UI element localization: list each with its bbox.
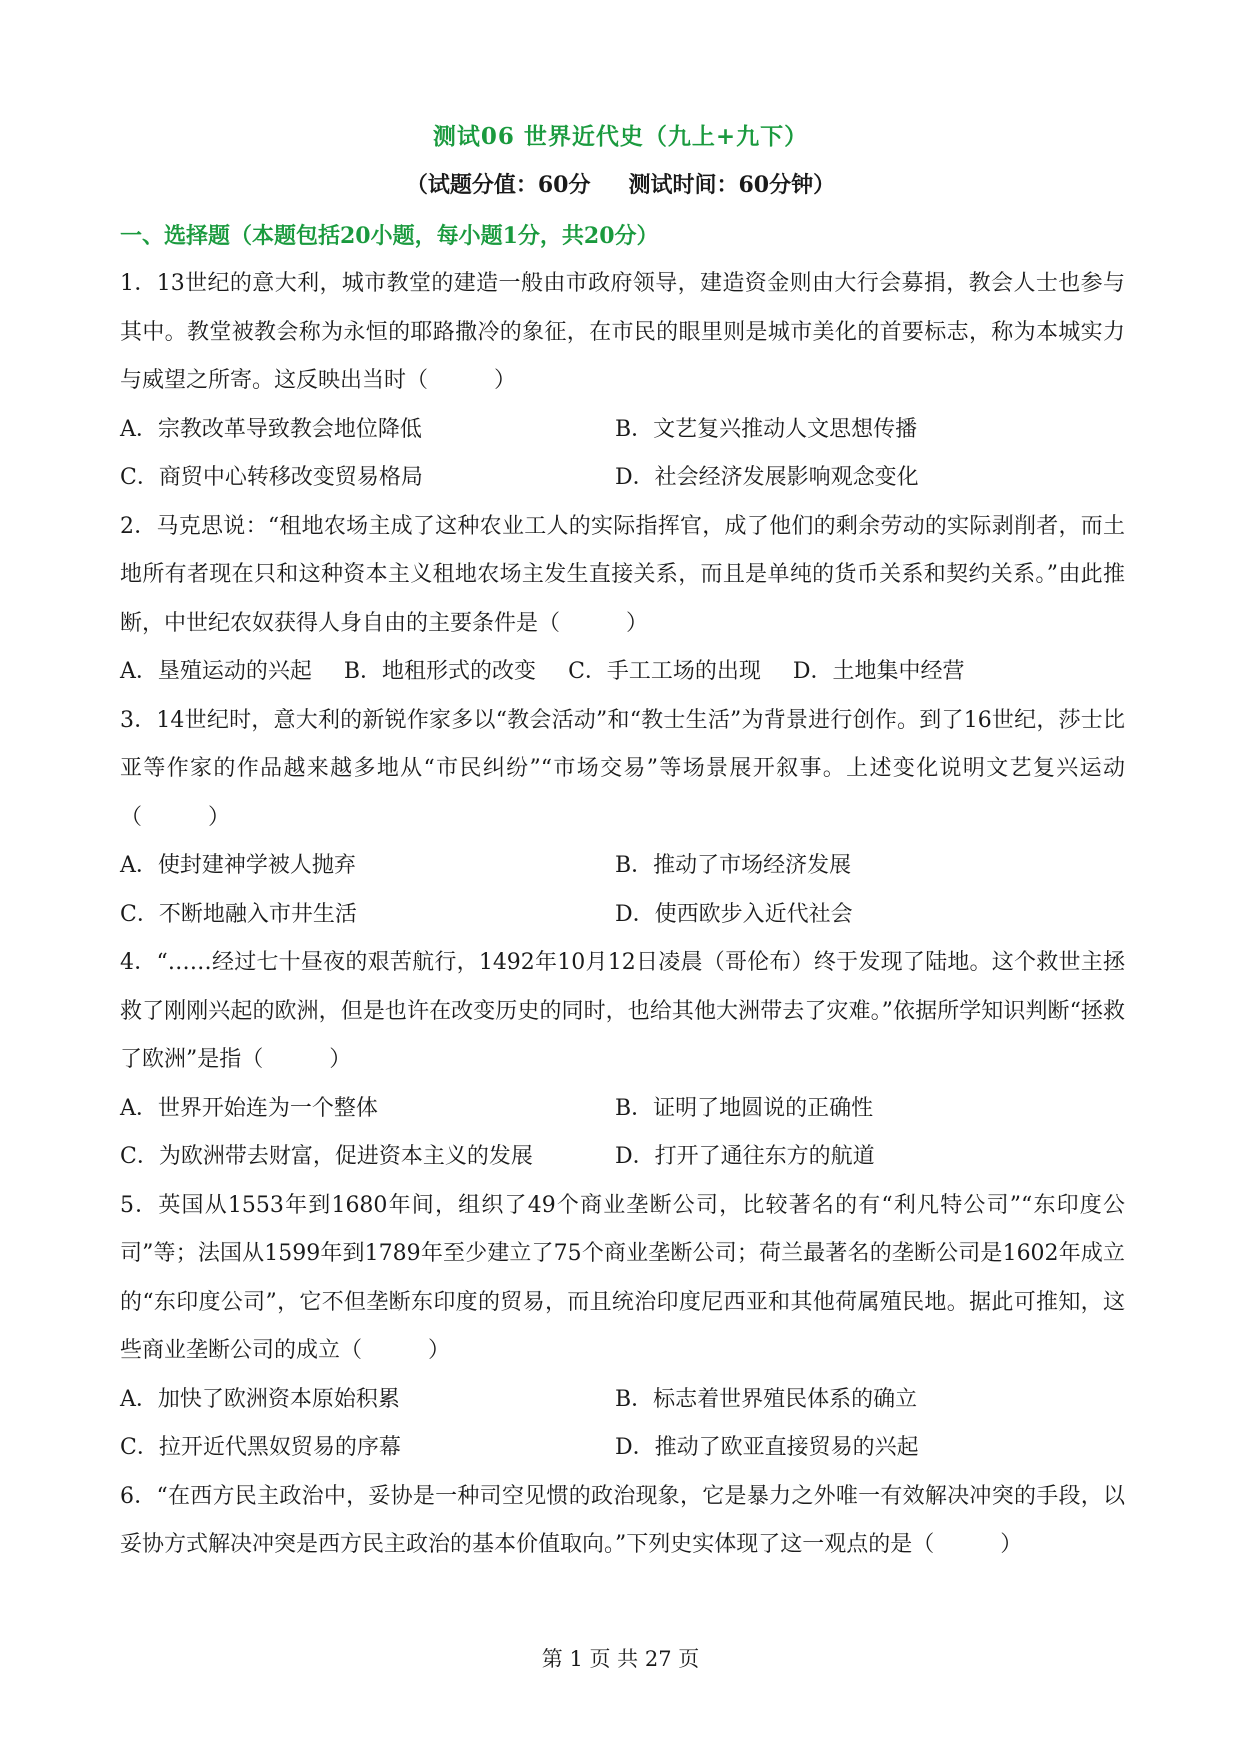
option-a[interactable]: A．使封建神学被人抛弃 xyxy=(120,853,356,878)
score-info: （试题分值：60分 xyxy=(405,172,591,198)
question-stem: 3．14世纪时，意大利的新锐作家多以“教会活动”和“教士生活”为背景进行创作。到了16世纪，莎士比亚等作家的作品越来越多地从“市民纠纷”“市场交易”等场景展开叙事。上述变化说明文艺复兴运动（ ） xyxy=(120,707,1125,830)
option-c[interactable]: C．拉开近代黑奴贸易的序幕 xyxy=(120,1435,401,1460)
question-1 xyxy=(120,260,1125,503)
option-a[interactable]: A．宗教改革导致教会地位降低 xyxy=(120,416,422,442)
option-row xyxy=(120,1085,1125,1134)
option-row xyxy=(120,1133,1125,1182)
option-b[interactable]: B．证明了地圆说的正确性 xyxy=(615,1095,874,1121)
time-info: 测试时间：60分钟） xyxy=(628,172,836,198)
option-a[interactable]: A．垦殖运动的兴起 xyxy=(120,659,312,684)
question-stem: 2．马克思说：“租地农场主成了这种农业工人的实际指挥官，成了他们的剩余劳动的实际剥削者，而土地所有者现在只和这种资本主义租地农场主发生直接关系，而且是单纯的货币关系和契约关系。”由此推断，中世纪农奴获得人身自由的主要条件是（ ） xyxy=(120,513,1125,636)
option-d[interactable]: D．使西欧步入近代社会 xyxy=(615,901,853,927)
question-2 xyxy=(120,503,1125,697)
question-list xyxy=(120,260,1125,1570)
option-row xyxy=(120,406,1125,455)
option-d[interactable]: D．打开了通往东方的航道 xyxy=(615,1144,875,1169)
option-b[interactable]: B．地租形式的改变 xyxy=(343,659,537,684)
exam-info xyxy=(0,168,1241,199)
question-stem: 6．“在西方民主政治中，妥协是一种司空见惯的政治现象，它是暴力之外唯一有效解决冲突的手段，以妥协方式解决冲突是西方民主政治的基本价值取向。”下列史实体现了这一观点的是（ ） xyxy=(120,1483,1125,1557)
question-5 xyxy=(120,1182,1125,1473)
option-b[interactable]: B．推动了市场经济发展 xyxy=(615,853,852,878)
option-row xyxy=(120,648,1125,697)
option-row xyxy=(120,1424,1125,1473)
question-stem: 1．13世纪的意大利，城市教堂的建造一般由市政府领导，建造资金则由大行会募捐，教会人士也参与其中。教堂被教会称为永恒的耶路撒冷的象征，在市民的眼里则是城市美化的首要标志，称为本城实力与威望之所寄。这反映出当时（ ） xyxy=(120,271,1125,393)
question-stem: 4．“……经过七十昼夜的艰苦航行，1492年10月12日凌晨（哥伦布）终于发现了陆地。这个救世主拯救了刚刚兴起的欧洲，但是也许在改变历史的同时，也给其他大洲带去了灾难。”依据所学知识判断“拯救了欧洲”是指（ ） xyxy=(120,950,1125,1072)
option-c[interactable]: C．不断地融入市井生活 xyxy=(120,901,357,927)
option-row xyxy=(120,891,1125,940)
option-d[interactable]: D．社会经济发展影响观念变化 xyxy=(615,465,919,490)
page-title: 测试06 世界近代史（九上+九下） xyxy=(432,123,809,150)
page-footer: 第 1 页 共 27 页 xyxy=(541,1647,700,1671)
section-heading: 一、选择题（本题包括20小题，每小题1分，共20分） xyxy=(120,223,659,249)
option-row xyxy=(120,842,1125,891)
question-stem: 5．英国从1553年到1680年间，组织了49个商业垄断公司，比较著名的有“利凡特公司”“东印度公司”等；法国从1599年到1789年至少建立了75个商业垄断公司；荷兰最著名的垄断公司是1602年成立的“东印度公司”，它不但垄断东印度的贸易，而且统治印度尼西亚和其他荷属殖民地。据此可推知，这些商业垄断公司的成立（ ） xyxy=(120,1192,1125,1363)
option-c[interactable]: C．商贸中心转移改变贸易格局 xyxy=(120,465,423,490)
option-b[interactable]: B．标志着世界殖民体系的确立 xyxy=(615,1386,918,1412)
question-4 xyxy=(120,939,1125,1182)
question-6 xyxy=(120,1473,1125,1570)
option-d[interactable]: D．推动了欧亚直接贸易的兴起 xyxy=(615,1435,919,1460)
option-a[interactable]: A．加快了欧洲资本原始积累 xyxy=(120,1386,400,1412)
option-row xyxy=(120,1376,1125,1425)
question-3 xyxy=(120,697,1125,940)
option-row xyxy=(120,454,1125,503)
option-a[interactable]: A．世界开始连为一个整体 xyxy=(120,1095,378,1121)
option-b[interactable]: B．文艺复兴推动人文思想传播 xyxy=(615,416,918,442)
option-c[interactable]: C．为欧洲带去财富，促进资本主义的发展 xyxy=(120,1144,533,1169)
option-d[interactable]: D．土地集中经营 xyxy=(792,659,965,684)
option-c[interactable]: C．手工工场的出现 xyxy=(568,659,761,684)
